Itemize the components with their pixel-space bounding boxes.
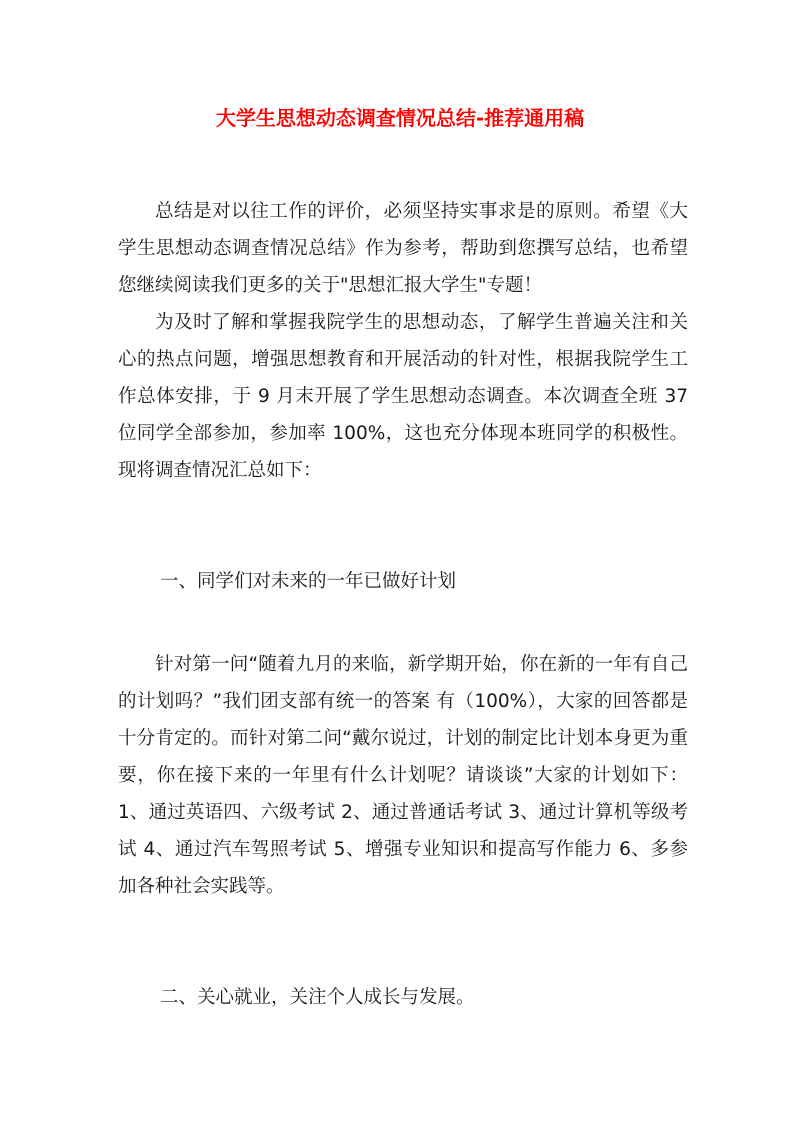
document-title: 大学生思想动态调查情况总结-推荐通用稿	[215, 106, 585, 130]
section-heading-2: 二、关心就业，关注个人成长与发展。	[160, 987, 475, 1008]
intro-paragraph: 总结是对以往工作的评价，必须坚持实事求是的原则。希望《大学生思想动态调查情况总结》作为参考，帮助到您撰写总结，也希望您继续阅读我们更多的关于"思想汇报大学生"专题！	[118, 201, 688, 296]
plan-paragraph: 针对第一问“随着九月的来临，新学期开始，你在新的一年有自己的计划吗？”我们团支部有统一的答案 有（100%），大家的回答都是十分肯定的。而针对第二问“戴尔说过，计划的制定比计划本身更为重要，你在接下来的一年里有什么计划呢？请谈谈”大家的计划如下：1、通过英语四、六级考试 2、通过普通话考试 3、通过计算机等级考试 4、通过汽车驾照考试 5、增强专业知识和提高写作能力 6、多参加各种社会实践等。	[118, 654, 688, 897]
section-heading-1: 一、同学们对未来的一年已做好计划	[160, 571, 457, 592]
background-paragraph: 为及时了解和掌握我院学生的思想动态，了解学生普遍关注和关心的热点问题，增强思想教育和开展活动的针对性，根据我院学生工作总体安排，于 9 月末开展了学生思想动态调查。本次调查全班 37 位同学全部参加，参加率 100%，这也充分体现本班同学的积极性。现将调查情况汇总如下：	[118, 312, 688, 481]
